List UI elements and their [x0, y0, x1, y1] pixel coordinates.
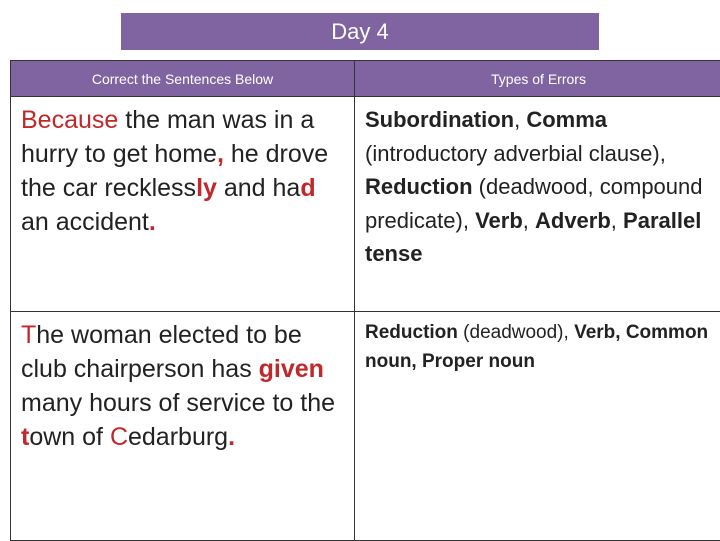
header-error-types: Types of Errors [355, 61, 720, 97]
sentence-text: and ha [217, 174, 300, 202]
sentence-text: own of [29, 423, 110, 451]
sentence-text: edarburg [128, 423, 228, 451]
error-type: Comma [526, 107, 607, 132]
correction-mark: ly [196, 174, 217, 202]
error-type: Verb [475, 208, 523, 233]
correction-mark: given [259, 355, 324, 383]
sentence-cell [11, 97, 355, 312]
sentence-text: many hours of service to the [21, 389, 335, 417]
correction-mark: , [217, 140, 224, 168]
correction-mark: d [300, 174, 315, 202]
correction-mark: Because [21, 106, 118, 134]
sentence-text: he drove the car reckless [21, 140, 328, 202]
correction-mark: t [21, 423, 29, 451]
error-text: (deadwood, compound predicate), [365, 174, 703, 233]
correction-mark: . [228, 423, 235, 451]
correction-mark: . [149, 208, 156, 236]
errors-table [10, 60, 720, 541]
slide-title: Day 4 [121, 13, 599, 50]
error-text: (deadwood), [458, 322, 574, 343]
sentence-text: the man was in a hurry to get home [21, 106, 314, 168]
error-types-cell [355, 97, 720, 312]
error-type: Reduction [365, 174, 473, 199]
error-text: , [523, 208, 535, 233]
error-type: Adverb [535, 208, 611, 233]
sentence-text: an accident [21, 208, 149, 236]
error-types-cell [355, 312, 720, 541]
table-header-row [11, 61, 720, 97]
error-type: Subordination [365, 107, 514, 132]
correction-mark: T [21, 321, 36, 349]
error-type: Verb, Common noun, Proper noun [365, 322, 708, 372]
table-row [11, 312, 720, 541]
correction-mark: C [110, 423, 128, 451]
sentence-text: he woman elected to be club chairperson has [21, 321, 302, 383]
header-sentences: Correct the Sentences Below [11, 61, 355, 97]
error-type: Reduction [365, 322, 458, 343]
error-text: , [611, 208, 623, 233]
error-text: (introductory adverbial clause), [365, 141, 666, 166]
error-text: , [514, 107, 526, 132]
table-row [11, 97, 720, 312]
sentence-cell [11, 312, 355, 541]
error-type: Parallel tense [365, 208, 701, 267]
